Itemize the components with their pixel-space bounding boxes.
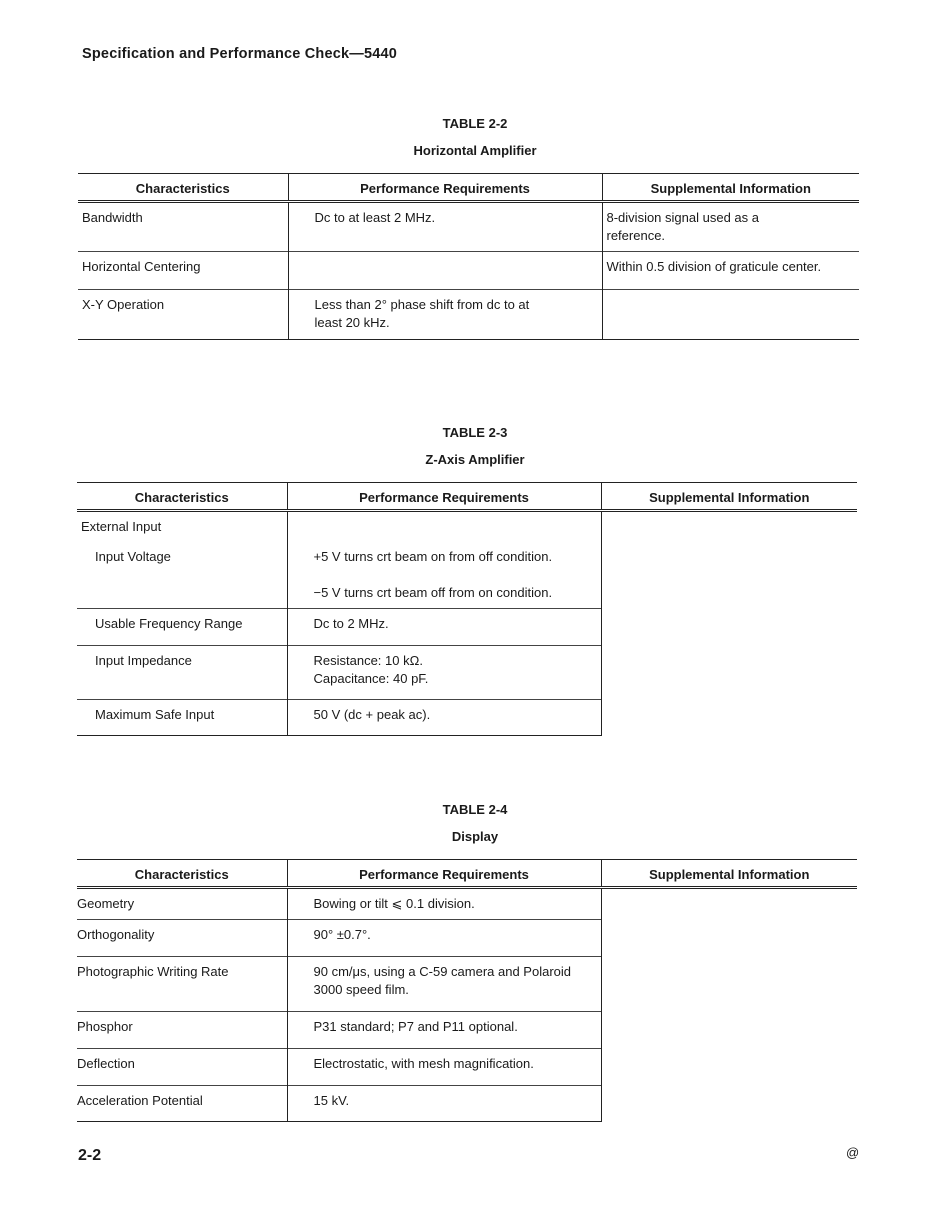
table-2-3-title: Z-Axis Amplifier: [425, 452, 525, 467]
col-header-supplemental: Supplemental Information: [601, 483, 857, 511]
cell-characteristic: Phosphor: [77, 1012, 287, 1049]
cell-characteristic: Geometry: [77, 888, 287, 920]
cell-performance: P31 standard; P7 and P11 optional.: [287, 1012, 601, 1049]
cell-characteristic: Acceleration Potential: [77, 1086, 287, 1122]
cell-supplemental: Within 0.5 division of graticule center.: [602, 252, 859, 290]
cell-supplemental: [601, 511, 857, 736]
cell-characteristic: Usable Frequency Range: [77, 609, 287, 646]
cell-characteristic: Horizontal Centering: [78, 252, 288, 290]
table-2-4: [77, 859, 857, 1122]
cell-performance: 50 V (dc + peak ac).: [287, 700, 601, 736]
cell-performance: [288, 252, 602, 290]
page-header-title: Specification and Performance Check—5440: [82, 46, 398, 62]
cell-performance: Less than 2° phase shift from dc to at least 20 kHz.: [288, 290, 602, 340]
col-header-performance: Performance Requirements: [287, 483, 601, 511]
cell-performance: Resistance: 10 kΩ. Capacitance: 40 pF.: [287, 646, 601, 700]
col-header-characteristics: Characteristics: [77, 860, 287, 888]
cell-performance: 15 kV.: [287, 1086, 601, 1122]
cell-supplemental: [602, 290, 859, 340]
cell-performance: 90 cm/μs, using a C-59 camera and Polaroid 3000 speed film.: [287, 957, 601, 1012]
footer-mark: @: [846, 1145, 860, 1160]
cell-supplemental: [601, 888, 857, 1122]
table-2-3-number: TABLE 2-3: [442, 425, 508, 440]
table-2-2-number: TABLE 2-2: [442, 116, 508, 131]
table-row: [77, 888, 857, 920]
table-row: [78, 252, 859, 290]
cell-performance: +5 V turns crt beam on from off condition. −5 V turns crt beam off from on condition.: [287, 542, 601, 609]
cell-characteristic: Input Impedance: [77, 646, 287, 700]
cell-characteristic: Photographic Writing Rate: [77, 957, 287, 1012]
cell-supplemental: 8-division signal used as a reference.: [602, 202, 859, 252]
cell-characteristic: X-Y Operation: [78, 290, 288, 340]
col-header-characteristics: Characteristics: [77, 483, 287, 511]
table-2-2-title: Horizontal Amplifier: [413, 143, 537, 158]
table-2-4-number: TABLE 2-4: [442, 802, 508, 817]
cell-performance: Electrostatic, with mesh magnification.: [287, 1049, 601, 1086]
table-row-group: [77, 511, 857, 543]
cell-performance: [287, 511, 601, 543]
cell-characteristic: Maximum Safe Input: [77, 700, 287, 736]
cell-characteristic: Deflection: [77, 1049, 287, 1086]
cell-performance: Dc to at least 2 MHz.: [288, 202, 602, 252]
group-label-external-input: External Input: [77, 511, 287, 543]
col-header-performance: Performance Requirements: [287, 860, 601, 888]
cell-characteristic: Bandwidth: [78, 202, 288, 252]
cell-performance: Dc to 2 MHz.: [287, 609, 601, 646]
table-row: [78, 202, 859, 252]
cell-performance: Bowing or tilt ⩽ 0.1 division.: [287, 888, 601, 920]
table-2-4-title: Display: [451, 829, 499, 844]
table-2-2: [78, 173, 859, 340]
col-header-supplemental: Supplemental Information: [601, 860, 857, 888]
col-header-performance: Performance Requirements: [288, 174, 602, 202]
col-header-characteristics: Characteristics: [78, 174, 288, 202]
cell-characteristic: Input Voltage: [95, 549, 171, 564]
table-2-3: [77, 482, 857, 736]
cell-characteristic: Orthogonality: [77, 920, 287, 957]
col-header-supplemental: Supplemental Information: [602, 174, 859, 202]
page-number: 2-2: [78, 1147, 102, 1164]
cell-performance: 90° ±0.7°.: [287, 920, 601, 957]
table-row: [78, 290, 859, 340]
